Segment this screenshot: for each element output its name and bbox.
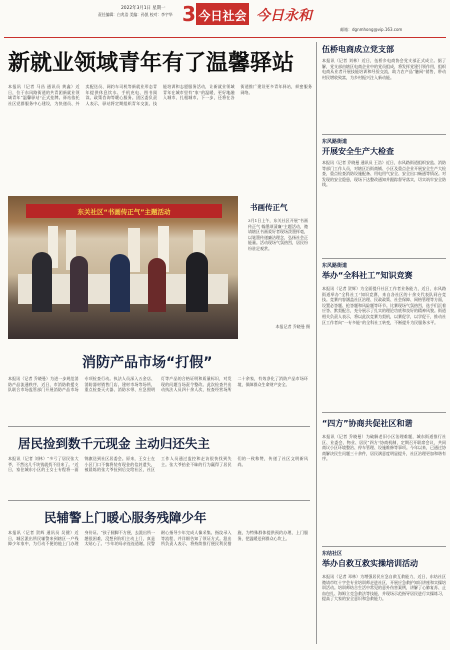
right-divider-3 (322, 412, 446, 413)
person-1 (32, 252, 52, 312)
right-headline-1: 伍桥电商成立党支部 (322, 45, 394, 54)
right-headline-4: “四方”协商共促社区和谐 (322, 419, 413, 428)
divider-lost (8, 500, 310, 501)
photo-banner (26, 204, 222, 218)
right-text-4 (322, 434, 446, 544)
right-divider-4 (322, 546, 446, 547)
person-3 (110, 254, 130, 312)
consumer-article (8, 376, 308, 420)
divider-consumer (8, 426, 310, 427)
lead-text: 本报讯（记者 马昌 通讯员 黄鑫）近日，位于东风路街道的共青团新就业领域青年“温馨驿站”正式挂牌。驿站依托社区党群服务中心建设，为快递员、外卖配送员、网约车司机等新就业形态青年提供休息饮水、手机充电、图书阅读、政策咨询等暖心服务。团区委负责人表示，驿站将定期组织青年交流、技能培训和志愿服务活动，让新就业领域青年在城市里有“家”的温暖，更好地融入城市、扎根城市。下一步，还将在各街道推广建设更多青年驿站，织密服务网络。 (8, 84, 312, 106)
consumer-text: 本报讯（记者 乔晓曼）为进一步规范消防产品流通秩序，近日，市消防救援支队联合市场监管部门开展消防产品市场专项检查行动。执法人员深入五金店、消防器材销售门店、建材市场等场所，重点检查灭火器、消防水带、应急照明灯等产品的合格证明和质量标识，对发现的问题当场责令整改。此次检查共出动执法人员四十余人次，检查经营场所二十余家，有效净化了消防产品市场环境，保障群众生命财产安全。 (8, 376, 308, 393)
lost-headline: 居民捡到数千元现金 主动归还失主 (18, 436, 210, 451)
right-text-3 (322, 286, 446, 410)
header-bar (0, 0, 450, 38)
calligraphy-photo (8, 196, 238, 339)
section-title: 今日社会 (198, 9, 247, 23)
page-number: 3 (182, 2, 196, 26)
person-2 (70, 256, 88, 312)
right-body-3: 本报讯（记者 贺辉）为全面提升社区工作者业务能力，近日，东风路街道举办“全科社工”知识竞赛，来自各社区的十余支代表队同台竞技。竞赛内容涵盖社区治理、民政政策、社会保障、网格管理等方面，设置必答题、抢答题和风险题等环节。比赛现场气氛热烈，选手们沉着应答、默契配合，充分展示了扎实的理论功底和良好的精神风貌。街道相关负责人表示，将以此次竞赛为契机，以赛促学，以学促干，推动社区工作者向“一专多能”的全科社工转变，不断提升为民服务水平。 (322, 286, 446, 325)
email-line: 邮箱：dgnmhong@vip.163.com (340, 27, 403, 32)
right-sub-3: 东风路街道 (322, 263, 348, 269)
right-headline-5: 举办自救互救实操培训活动 (322, 559, 418, 568)
police-headline: 民辅警上门暖心服务残障少年 (44, 510, 207, 525)
right-text-5 (322, 574, 446, 644)
editor-line: 责任编辑：白兆浩 美编：孙凯 校对：李宇华 (98, 12, 173, 17)
right-text-2 (322, 160, 446, 256)
caption-text-wrap (248, 218, 308, 310)
right-divider-2 (322, 258, 446, 259)
right-body-4: 本报讯（记者 乔晓曼）为破解老旧小区治理难题，城东街道推行社区、业委会、物业、居民“四方”协商机制，定期召开联席会议，共同商议小区环境整治、停车管理、设施维修等事项。今年以来，已通过协商解决民生问题三十余件，居民满意度明显提升，社区治理更加和谐有序。 (322, 434, 446, 462)
column-separator (316, 42, 317, 644)
right-body-2: 本报讯（记者 乔晓曼 通讯员 王浩）近日，东风路街道组织安监、消防等部门工作人员，对辖区沿街商铺、小区及重点企业开展安全生产大检查，重点检查消防设施配备、用电用气安全、安全出口畅通等情况。对发现的安全隐患，现场下达整改通知并跟踪督导落实，切实筑牢安全防线。 (322, 160, 446, 188)
police-text: 本报讯（记者 贺辉 通讯员 吴健）近日，城区派出所民辅警来到辖区一户残障少年家中，为行动不便的他上门办理身份证。“孩子腿脚不方便，去派出所一趟很困难，没想到你们主动上门，真是太贴心了。”少年的母亲连连道谢。民警耐心指导少年完成人像采集、指纹录入等流程，并详细告知了领证方式。派出所负责人表示，将持续推行便民利民措施，为特殊群体提供预约办理、上门服务，把温暖送到群众心坎上。 (8, 530, 308, 547)
person-4 (148, 258, 166, 312)
lead-article (8, 84, 312, 140)
right-divider-1 (322, 134, 446, 135)
caption-box (246, 196, 310, 339)
main-headline: 新就业领域青年有了温馨驿站 (8, 51, 295, 76)
right-sub-5: 东结社区 (322, 551, 343, 557)
header-divider (4, 37, 446, 38)
photo-banner-text: 东关社区“书画传正气”主题活动 (77, 208, 171, 216)
lost-text: 本报讯（记者 刘林）“多亏了居民张大爷，不然这几千块钱就找不回来了。”近日，家住城东小区的王女士专程将一面锦旗送到社区居委会。原来，王女士在小区门口不慎将装有现金的信封遗失，被晨练的张大爷捡到后交给社区，社区工作人员通过监控和走访很快找到失主。张大爷拾金不昧的行为赢得了居民们的一致称赞，传递了社区文明新风尚。 (8, 456, 308, 473)
caption-credit: 本报记者 乔晓曼 摄 (275, 324, 310, 329)
lost-article (8, 456, 308, 496)
right-headline-3: 举办“全科社工”知识竞赛 (322, 271, 413, 280)
right-body-1: 本报讯（记者 刘林）近日，伍桥乡电商协会党支部正式成立。据了解，党支部由辖区电商企业中的党员组成，将发挥党建引领作用，组织电商从业者开展技能培训和经验交流，助力农产品“触网”销售，带动村民增收致富，为乡村振兴注入新动能。 (322, 58, 446, 80)
section-badge (196, 3, 249, 25)
consumer-headline: 消防产品市场“打假” (82, 355, 213, 371)
right-headline-2: 开展安全生产大检查 (322, 147, 394, 156)
right-body-5: 本报讯（记者 邓林）为增强居民应急自救互救能力，近日，东结社区邀请市红十字会专业培训师走进社区，开展应急救护知识讲座和实操培训活动。培训师结合生活中常见的意外伤害案例，讲解了心肺复苏、止血包扎、海姆立克急救法等技能，并现场示范指导居民进行实操练习，提高了大家的安全意识和急救能力。 (322, 574, 446, 602)
right-sub-2: 东风路街道 (322, 139, 348, 145)
person-5 (186, 252, 208, 312)
caption-title: 书画传正气 (250, 203, 288, 212)
police-article (8, 530, 308, 642)
right-text-1 (322, 58, 446, 132)
paper-logo: 今日永和 (256, 8, 312, 24)
date-line: 2022年3月1日 星期一 (121, 6, 166, 11)
caption-text: 3月1日上午，东关社区开展“书画传正气 翰墨颂清廉”主题活动，邀请辖区书画爱好者现场泼墨挥毫，以笔墨传递廉洁理念，弘扬社会正能量。活动现场气氛热烈，居民纷纷驻足观赏。 (248, 218, 308, 251)
